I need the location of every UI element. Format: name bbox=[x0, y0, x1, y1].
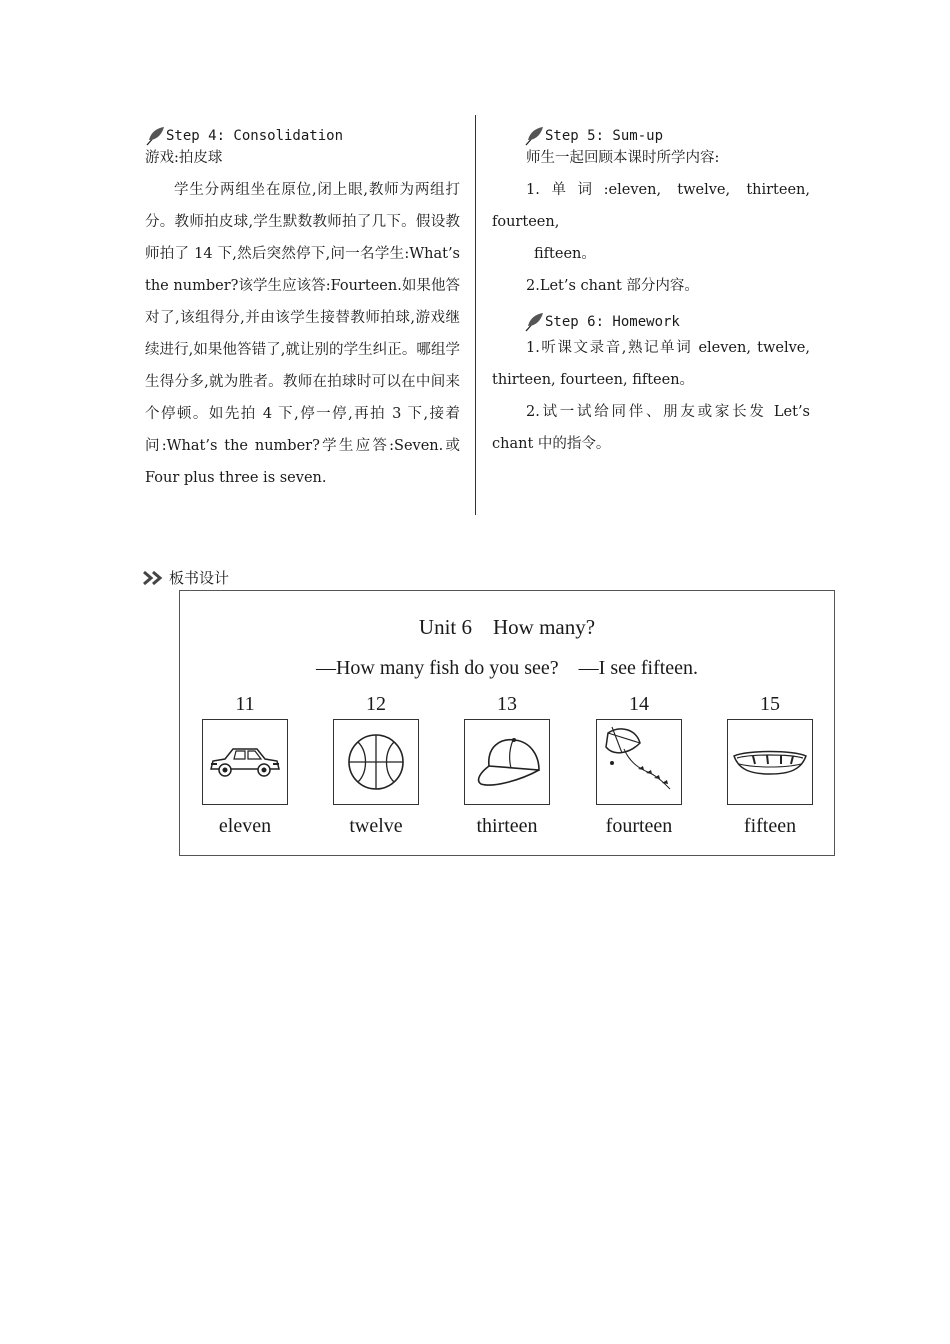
car-icon bbox=[207, 737, 283, 787]
boat-icon bbox=[731, 742, 809, 782]
step6-title: Step 6: Homework bbox=[545, 314, 680, 330]
step5-heading bbox=[492, 122, 810, 146]
double-chevron-icon bbox=[143, 570, 167, 586]
right-column bbox=[492, 122, 810, 460]
quill-icon bbox=[524, 126, 544, 146]
card-word: fifteen bbox=[743, 815, 797, 837]
step6-item1: 1.听课文录音,熟记单词 eleven, twelve, thirteen, fourteen, fifteen。 bbox=[492, 340, 810, 388]
cap-icon bbox=[469, 732, 545, 792]
card-number: 13 bbox=[497, 693, 517, 715]
step4-title: Step 4: Consolidation bbox=[166, 128, 344, 144]
column-divider bbox=[475, 115, 476, 515]
step5-item2: 2.Let’s chant 部分内容。 bbox=[526, 278, 699, 294]
step5-item1: 1.单词:eleven, twelve, thirteen, fourteen, bbox=[492, 182, 810, 230]
card-number: 15 bbox=[760, 693, 780, 715]
step6-item2: 2.试一试给同伴、朋友或家长发 Let’s chant 中的指令。 bbox=[492, 404, 810, 452]
card-picture bbox=[727, 719, 813, 805]
card-word: thirteen bbox=[476, 815, 538, 837]
number-card-14 bbox=[595, 689, 683, 838]
quill-icon bbox=[524, 312, 544, 332]
card-word: eleven bbox=[218, 815, 272, 837]
game-title: 游戏:拍皮球 bbox=[145, 150, 223, 166]
step6-heading bbox=[492, 308, 810, 332]
board-heading bbox=[143, 567, 229, 588]
card-word: fourteen bbox=[605, 815, 673, 837]
number-card-13 bbox=[463, 689, 551, 838]
left-column bbox=[145, 122, 460, 494]
board-title: Unit 6 How many? bbox=[418, 615, 596, 639]
card-number: 14 bbox=[629, 693, 649, 715]
number-card-12 bbox=[332, 689, 420, 838]
quill-icon bbox=[145, 126, 165, 146]
step5-title: Step 5: Sum-up bbox=[545, 128, 664, 144]
kite-icon bbox=[600, 723, 678, 801]
card-number: 12 bbox=[366, 693, 386, 715]
number-card-15 bbox=[726, 689, 814, 838]
step5-item1-cont: fifteen。 bbox=[534, 246, 596, 262]
step4-heading bbox=[145, 122, 460, 146]
step5-intro: 师生一起回顾本课时所学内容: bbox=[526, 150, 720, 166]
card-number: 11 bbox=[235, 693, 255, 715]
board-heading-text: 板书设计 bbox=[169, 569, 230, 587]
game-paragraph: 学生分两组坐在原位,闭上眼,教师为两组打分。教师拍皮球,学生默数教师拍了几下。假设教师拍了 14 下,然后突然停下,问一名学生:What’s the number?该学生应该答:Fourteen.如果他答对了,该组得分,并由该学生接替教师拍球,游戏继续进行,如果他答错了,就让别的学生纠正。哪组学生得分多,就为胜者。教师在拍球时可以在中间来个停顿。如先拍 4 下,停一停,再拍 3 下,接着问:What’s the number?学生应答:Seven.或 Four plus three is seven. bbox=[145, 182, 460, 486]
blackboard-design bbox=[179, 590, 835, 856]
card-word: twelve bbox=[349, 815, 403, 837]
card-picture bbox=[202, 719, 288, 805]
card-picture bbox=[464, 719, 550, 805]
number-card-11 bbox=[201, 689, 289, 838]
card-picture bbox=[596, 719, 682, 805]
ball-icon bbox=[344, 730, 408, 794]
card-picture bbox=[333, 719, 419, 805]
board-sentence: —How many fish do you see? —I see fifteen. bbox=[315, 657, 699, 679]
